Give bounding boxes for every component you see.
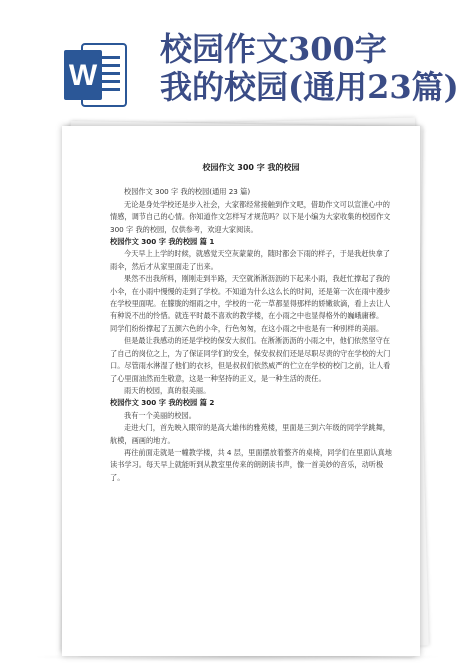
paragraph: 果然不出我所料，刚刚走到半路，天空就淅淅沥沥的下起来小雨，我赶忙撑起了我的小伞，在小雨中慢慢的走到了学校。不知道为什么这么长的时间，还是第一次在雨中漫步在学校里面呢。在朦胧的细雨之中，学校的一花一草都显得那样的娇嫩欲滴，看上去让人有种说不出的怜惜。就连平时最不喜欢的教学楼，在小雨之中也显得格外的巍峨庸穆。 同学们纷纷撑起了五颜六色的小伞，行色匆匆，在这小雨之中也是有一种别样的美丽。 (110, 274, 391, 333)
section-heading: 校园作文 300 字 我的校园 篇 1 (110, 237, 215, 247)
paragraph: 今天早上上学的时候，就感觉天空灰蒙蒙的，随时都会下雨的样子，于是我赶快拿了雨伞，然后才从家里面走了出来。 (110, 249, 390, 271)
title-line-1: 校园作文300字 (160, 30, 387, 68)
document-page (62, 126, 420, 656)
paragraph: 再往前面走就是一幢教学楼，共 4 层，里面摆放着整齐的桌椅，同学们在里面认真地读书学习。每天早上就能听到从教室里传来的朗朗读书声，像一首美妙的音乐，动听极了。 (110, 447, 392, 482)
section-heading: 校园作文 300 字 我的校园 篇 2 (110, 398, 215, 408)
paragraph: 走进大门，首先映入眼帘的是高大雄伟的雅苑楼，里面是三到六年级的同学学跳舞，航模，画画的地方。 (110, 423, 390, 445)
paragraph: 雨天的校园，真的很美丽。 (124, 385, 211, 395)
document-subtitle: 校园作文 300 字 我的校园(通用 23 篇) (124, 187, 251, 197)
paragraph: 我有一个美丽的校园。 (124, 410, 196, 420)
paragraph: 但是最让我感动的还是学校的保安大叔们。在淅淅沥沥的小雨之中，他们依然坚守在了自己的岗位之上，为了保证同学们的安全，保安叔叔们还是尽职尽责的守在学校的大门口。尽管雨水淋湿了他们的衣衫，但是叔叔们依然威严的伫立在学校的校门之前，让人看了心里面油然而生敬意，这是一种坚持的正义，是一种生活的责任。 (110, 336, 391, 383)
title-line-2: 我的校园(通用23篇) (160, 68, 459, 106)
word-icon-letter: W (68, 59, 98, 92)
document-title: 校园作文 300 字 我的校园 (202, 163, 300, 172)
document-preview (62, 126, 420, 656)
document-body (110, 162, 392, 484)
word-document-icon (62, 40, 128, 110)
page-title (160, 30, 470, 106)
intro-paragraph: 无论是身处学校还是步入社会，大家都经常接触到作文吧，借助作文可以宣泄心中的情感，调节自己的心情。你知道作文怎样写才规范吗？以下是小编为大家收集的校园作文 300 字 我的校园，仅供参考，欢迎大家阅读。 (110, 199, 391, 234)
